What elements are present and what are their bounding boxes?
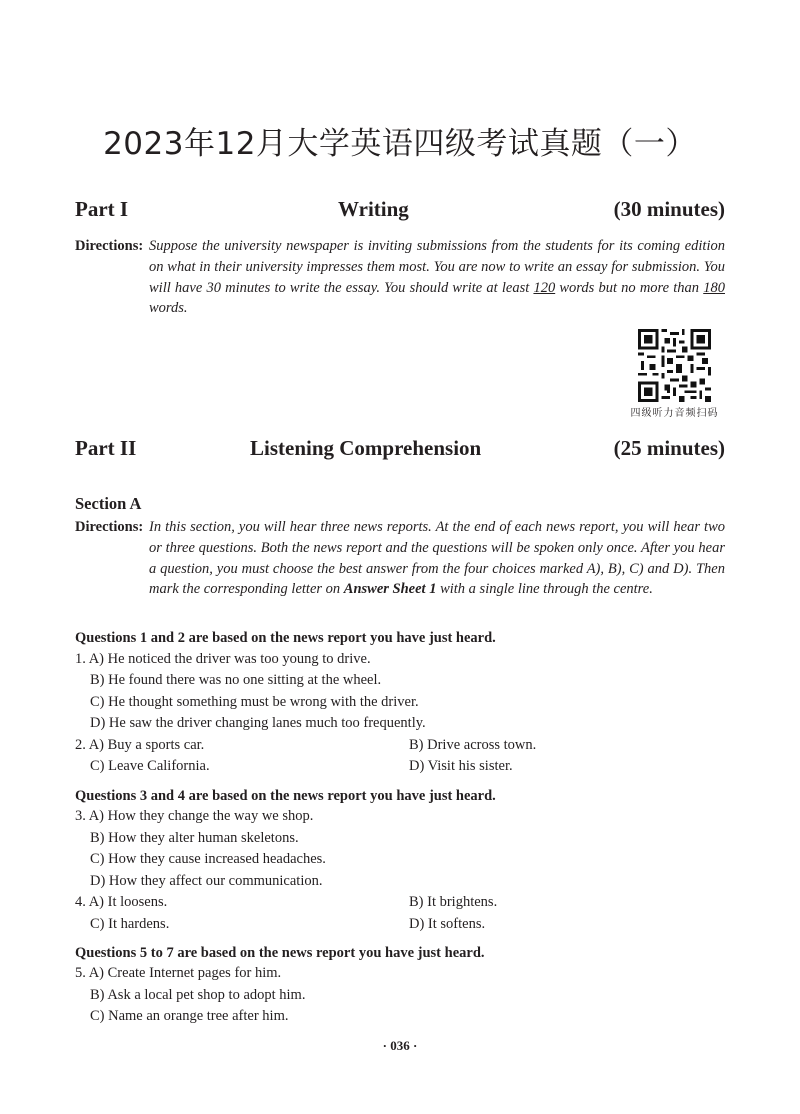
part-1-time: (30 minutes) [613, 197, 725, 221]
option: A) He noticed the driver was too young to drive. [88, 651, 371, 667]
option: C) How they cause increased headaches. [90, 851, 326, 867]
part-2-header [75, 436, 725, 466]
option: D) Visit his sister. [409, 758, 513, 774]
part-2-time: (25 minutes) [613, 436, 725, 460]
part-2-directions [75, 517, 725, 600]
part-1-header [75, 197, 725, 227]
question-3 [75, 808, 313, 825]
question-number: 5. [75, 965, 86, 981]
option: A) How they change the way we shop. [88, 808, 314, 824]
questions-3-4-heading: Questions 3 and 4 are based on the news report you have just heard. [75, 788, 496, 804]
question-number: 2. [75, 737, 86, 753]
min-words: 120 [533, 279, 556, 296]
page-number: · 036 · [382, 1038, 418, 1053]
question-2 [75, 737, 204, 754]
question-1 [75, 651, 371, 668]
option: B) Drive across town. [409, 737, 537, 753]
option: C) It hardens. [90, 916, 170, 932]
option: A) Create Internet pages for him. [88, 965, 282, 981]
directions-label: Directions: [75, 238, 144, 254]
max-words: 180 [703, 279, 725, 296]
exam-title: 2023年12月大学英语四级考试真题（一） [103, 126, 697, 162]
part-2-name: Listening Comprehension [250, 436, 482, 460]
section-a-heading: Section A [75, 494, 142, 513]
option: D) It softens. [409, 916, 486, 932]
question-number: 4. [75, 894, 86, 910]
option: D) He saw the driver changing lanes much too frequently. [90, 715, 426, 731]
question-4 [75, 894, 167, 911]
option: D) How they affect our communication. [90, 873, 323, 889]
option: C) Name an orange tree after him. [90, 1008, 289, 1024]
option: A) Buy a sports car. [88, 737, 205, 753]
part-1-name: Writing [338, 197, 409, 221]
option: C) Leave California. [90, 758, 210, 774]
option: C) He thought something must be wrong with the driver. [90, 694, 419, 710]
part-1-label: Part I [75, 197, 129, 221]
option: B) He found there was no one sitting at the wheel. [90, 672, 382, 688]
questions-1-2-heading: Questions 1 and 2 are based on the news report you have just heard. [75, 630, 496, 646]
question-5 [75, 965, 281, 982]
option: B) Ask a local pet shop to adopt him. [90, 987, 306, 1003]
question-number: 3. [75, 808, 86, 824]
qr-caption: 四级听力音频扫码 [630, 408, 719, 419]
part-2-label: Part II [75, 436, 137, 460]
part-1-directions [75, 236, 725, 319]
directions-label: Directions: [75, 519, 144, 535]
option: B) It brightens. [409, 894, 498, 910]
questions-5-7-heading: Questions 5 to 7 are based on the news report you have just heard. [75, 945, 485, 961]
option: A) It loosens. [88, 894, 168, 910]
part-1-directions-text: Suppose the university newspaper is inviting submissions from the students for its coming edition on what in their university impresses them most. You are now to write an essay for submission. You will have 30 minutes to write the essay. You should write at least 120 words but no more than 180 words. [149, 238, 725, 317]
question-number: 1. [75, 651, 86, 667]
qr-code-icon[interactable] [638, 329, 711, 402]
option: B) How they alter human skeletons. [90, 830, 299, 846]
answer-sheet-ref: Answer Sheet 1 [343, 581, 437, 598]
part-2-directions-text: In this section, you will hear three news reports. At the end of each news report, you will hear two or three questions. Both the news report and the questions will be spoken only once. After you hear a question, you must choose the best answer from the four choices marked A), B), C) and D). Then mark the corresponding letter on Answer Sheet 1 with a single line through the centre. [149, 519, 725, 598]
